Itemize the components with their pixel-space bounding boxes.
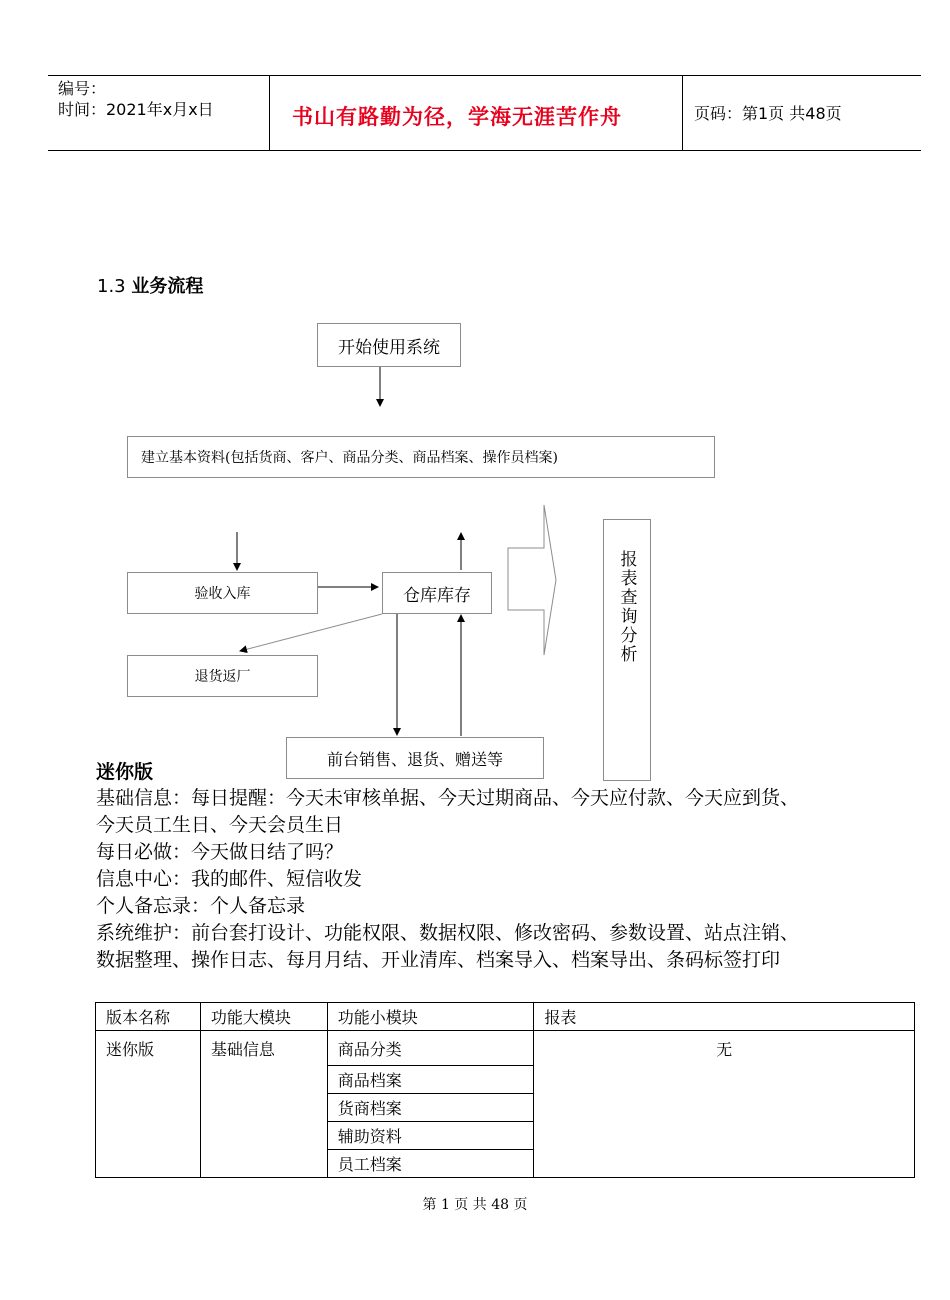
- mini-line-7: 数据整理、操作日志、每月月结、开业清库、档案导入、档案导出、条码标签打印: [96, 949, 781, 971]
- function-table: [95, 1002, 915, 1178]
- flow-sales-box: 前台销售、退货、赠送等: [286, 737, 544, 779]
- table-cell-report: 无: [534, 1031, 915, 1178]
- page-indicator: 页码：第1页 共48页: [694, 104, 842, 123]
- mini-line-5: 个人备忘录：个人备忘录: [96, 895, 306, 917]
- doc-time-label: 时间：2021年x月x日: [58, 100, 214, 119]
- flow-receive-box: 验收入库: [127, 572, 318, 614]
- table-header-cell: 功能小模块: [327, 1003, 534, 1031]
- table-cell-version: 迷你版: [96, 1031, 201, 1178]
- flow-base-data-box: 建立基本资料(包括货商、客户、商品分类、商品档案、操作员档案): [127, 436, 715, 478]
- table-header-row: [96, 1003, 915, 1031]
- flow-report-box: 报表查询分析: [603, 519, 651, 781]
- big-right-arrow: [508, 505, 556, 655]
- mini-heading: 迷你版: [96, 761, 154, 783]
- table-cell-submodule: 商品档案: [327, 1066, 534, 1094]
- page-footer: 第 1 页 共 48 页: [422, 1197, 528, 1213]
- section-number: 1.3: [97, 276, 126, 297]
- table-cell-submodule: 辅助资料: [327, 1122, 534, 1150]
- arrow-warehouse-to-return: [240, 614, 382, 651]
- mini-line-6: 系统维护：前台套打设计、功能权限、数据权限、修改密码、参数设置、站点注销、: [96, 922, 800, 944]
- table-header-cell: 报表: [534, 1003, 915, 1031]
- mini-line-2: 今天员工生日、今天会员生日: [96, 814, 344, 836]
- section-title: 业务流程: [131, 276, 204, 297]
- header-motto: 书山有路勤为径，学海无涯苦作舟: [292, 105, 622, 129]
- table-cell-module: 基础信息: [200, 1031, 327, 1178]
- mini-line-1: 基础信息：每日提醒：今天未审核单据、今天过期商品、今天应付款、今天应到货、: [96, 787, 800, 809]
- flow-start-box: 开始使用系统: [317, 323, 461, 367]
- table-header-cell: 版本名称: [96, 1003, 201, 1031]
- table-cell-submodule: 货商档案: [327, 1094, 534, 1122]
- table-cell-submodule: 商品分类: [327, 1031, 534, 1066]
- table-header-cell: 功能大模块: [200, 1003, 327, 1031]
- mini-line-4: 信息中心：我的邮件、短信收发: [96, 868, 363, 890]
- mini-line-3: 每日必做：今天做日结了吗？: [96, 841, 344, 863]
- doc-number-label: 编号：: [58, 79, 107, 98]
- table-cell-submodule: 员工档案: [327, 1150, 534, 1178]
- table-row: [96, 1031, 915, 1066]
- flow-return-box: 退货返厂: [127, 655, 318, 697]
- flow-warehouse-box: 仓库库存: [382, 572, 492, 614]
